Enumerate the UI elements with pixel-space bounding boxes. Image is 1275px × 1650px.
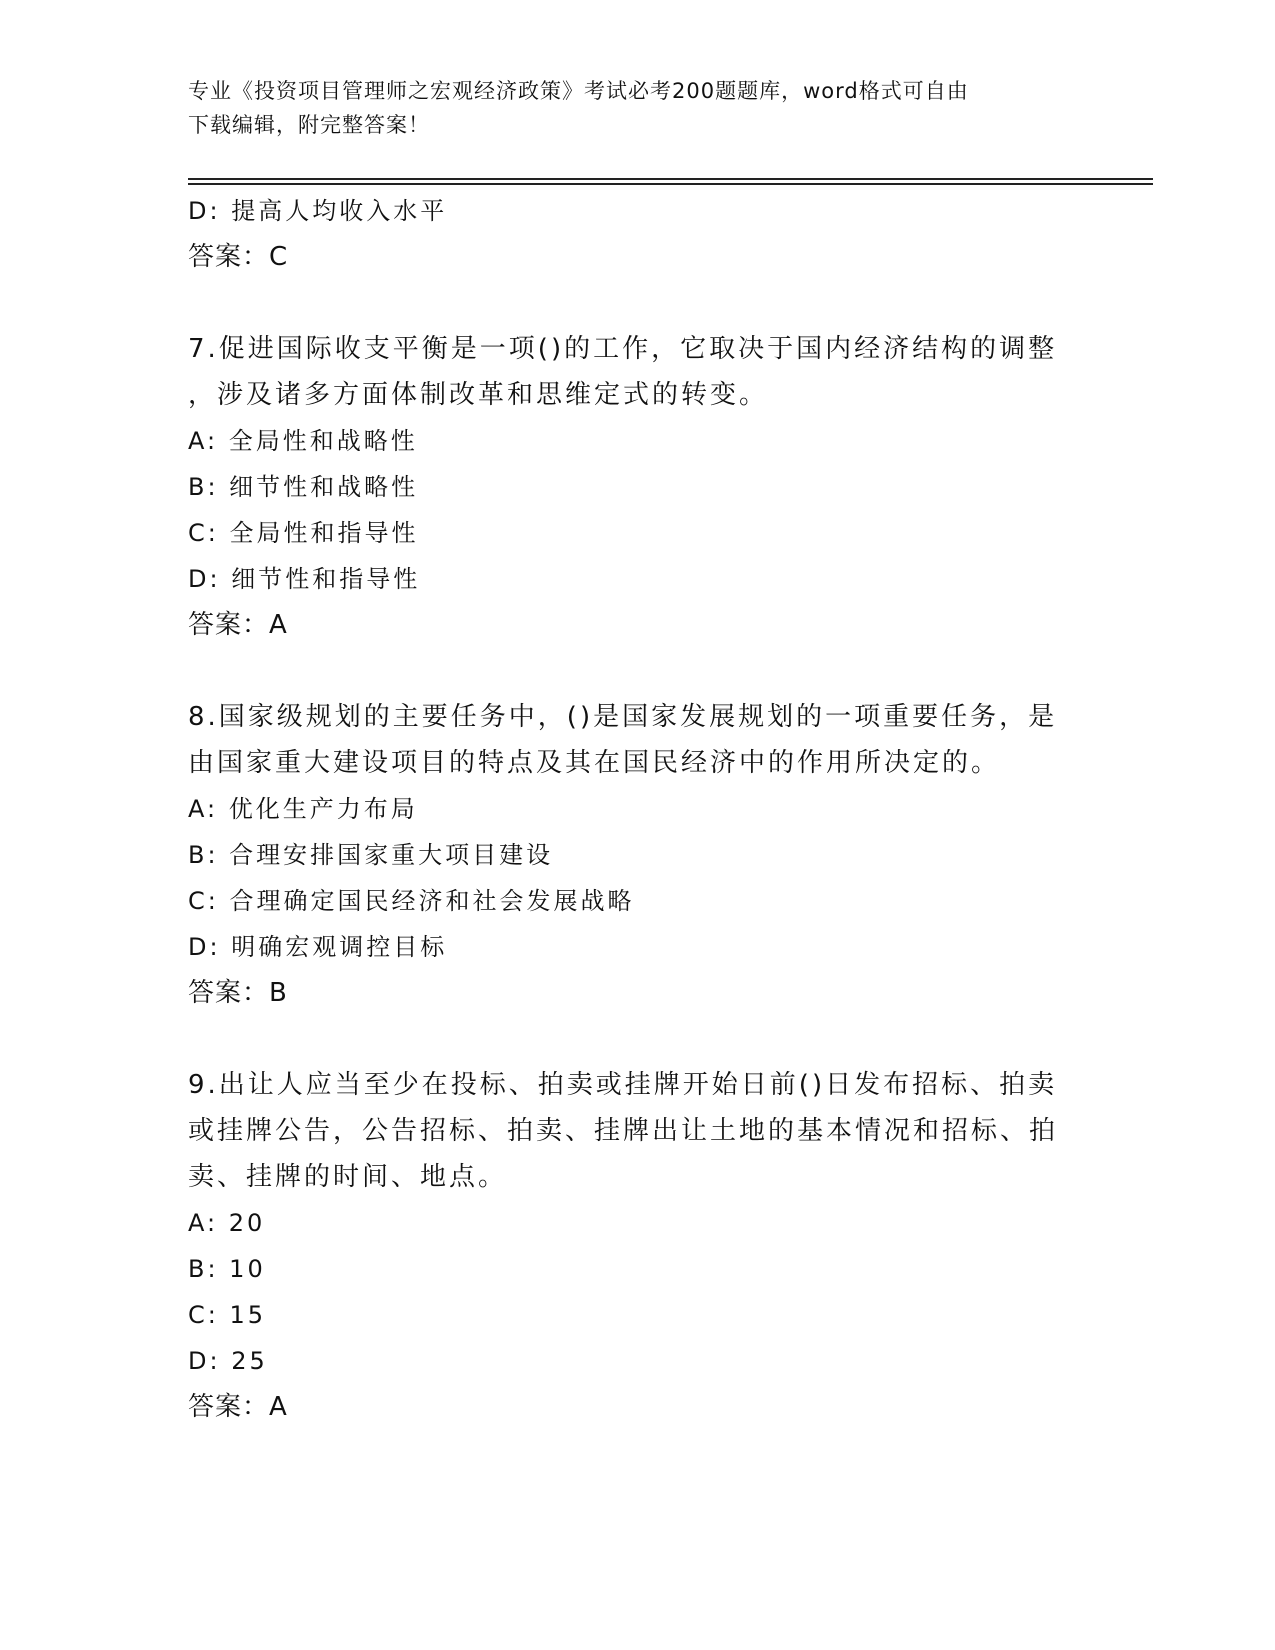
option-d: D: 提高人均收入水平 <box>188 197 448 225</box>
option-a: A: 全局性和战略性 <box>188 427 418 455</box>
option-c: C: 15 <box>188 1301 267 1329</box>
option-d: D: 明确宏观调控目标 <box>188 933 448 961</box>
option-b: B: 10 <box>188 1255 266 1283</box>
option-b: B: 细节性和战略性 <box>188 473 419 501</box>
question-9 <box>188 1062 1068 1430</box>
question-text <box>188 694 1068 786</box>
header-divider-bottom <box>188 183 1153 185</box>
answer-line: 答案：B <box>188 978 288 1008</box>
document-header <box>188 74 1068 142</box>
document-content <box>188 188 1068 1430</box>
option-d: D: 25 <box>188 1347 268 1375</box>
option-a: A: 20 <box>188 1209 266 1237</box>
question-text-line: ，涉及诸多方面体制改革和思维定式的转变。 <box>188 380 769 410</box>
question-text <box>188 1062 1068 1200</box>
option-c: C: 全局性和指导性 <box>188 519 419 547</box>
header-line-1: 专业《投资项目管理师之宏观经济政策》考试必考200题题库，word格式可自由 <box>188 79 969 103</box>
option-c: C: 合理确定国民经济和社会发展战略 <box>188 887 635 915</box>
question-6-tail <box>188 188 1068 280</box>
question-text <box>188 326 1068 418</box>
question-8 <box>188 694 1068 1016</box>
option-a: A: 优化生产力布局 <box>188 795 418 823</box>
answer-line: 答案：C <box>188 242 289 272</box>
question-7 <box>188 326 1068 648</box>
question-text-line: 9.出让人应当至少在投标、拍卖或挂牌开始日前()日发布招标、拍卖 <box>188 1070 1058 1100</box>
answer-line: 答案：A <box>188 1392 288 1422</box>
option-b: B: 合理安排国家重大项目建设 <box>188 841 554 869</box>
question-text-line: 由国家重大建设项目的特点及其在国民经济中的作用所决定的。 <box>188 748 1001 778</box>
question-text-line: 8.国家级规划的主要任务中，()是国家发展规划的一项重要任务，是 <box>188 702 1058 732</box>
answer-line: 答案：A <box>188 610 288 640</box>
question-text-line: 或挂牌公告，公告招标、拍卖、挂牌出让土地的基本情况和招标、拍 <box>188 1116 1059 1146</box>
question-text-line: 卖、挂牌的时间、地点。 <box>188 1162 508 1192</box>
option-d: D: 细节性和指导性 <box>188 565 421 593</box>
question-text-line: 7.促进国际收支平衡是一项()的工作，它取决于国内经济结构的调整 <box>188 334 1058 364</box>
header-line-2: 下载编辑，附完整答案！ <box>188 113 430 137</box>
header-divider-top <box>188 178 1153 180</box>
